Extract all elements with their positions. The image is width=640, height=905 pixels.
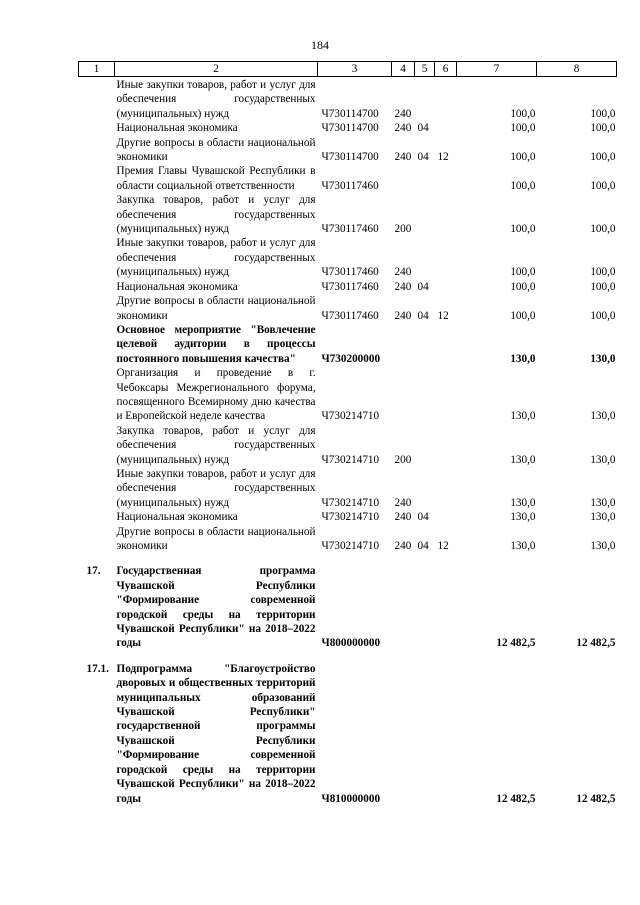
amount-2020: 130,0 [590,496,616,509]
row-name: Национальная экономика [116,511,238,524]
target-code: Ч730214710 [321,511,380,524]
expense-type: 240 [394,107,412,120]
row-number [79,164,115,193]
expense-type [392,553,415,650]
row-name: Иные закупки товаров, работ и услуг для обеспечения государственных (муниципальных) нужд [116,467,316,509]
amount-2019: 130,0 [510,352,536,365]
row-number [79,525,115,554]
subsection-code [435,424,457,467]
amount-2019: 100,0 [510,179,536,192]
amount-2019: 130,0 [510,410,536,423]
section-code [415,164,435,193]
target-code: Ч730117460 [321,280,379,293]
column-header: 1 [79,62,115,77]
subsection-code [435,467,457,510]
column-header: 5 [415,62,435,77]
column-header: 3 [318,62,392,77]
row-number [79,323,115,366]
amount-2019: 130,0 [510,511,536,524]
section-code [415,193,435,236]
row-number: 17. [86,565,101,578]
row-number [79,193,115,236]
amount-2020: 100,0 [590,266,616,279]
row-name: Иные закупки товаров, работ и услуг для обеспечения государственных (муниципальных) нужд [116,237,316,279]
amount-2020: 100,0 [590,179,616,192]
table-body [79,77,617,806]
row-name: Иные закупки товаров, работ и услуг для обеспечения государственных (муниципальных) нужд [116,79,316,120]
subsection-code [435,77,457,122]
amount-2019: 100,0 [510,266,536,279]
table-row [79,121,617,135]
table-header-row [79,62,617,77]
amount-2019: 100,0 [510,223,536,236]
subsection-code [435,510,457,524]
table-row [79,236,617,279]
table-row [79,193,617,236]
row-number [79,236,115,279]
amount-2020: 130,0 [590,410,616,423]
subsection-code: 12 [437,540,449,552]
subsection-code [435,280,457,294]
target-code: Ч730214710 [321,453,380,466]
target-code: Ч730114700 [321,151,379,164]
subsection-code [435,236,457,279]
table-row [79,294,617,323]
expense-type: 200 [394,223,412,236]
row-number [79,294,115,323]
budget-table [78,61,617,806]
target-code: Ч730117460 [321,266,379,279]
row-name: Другие вопросы в области национальной экономики [116,136,316,164]
subsection-code [435,193,457,236]
amount-2020: 130,0 [590,511,616,524]
table-row [79,366,617,424]
subsection-code [435,553,457,650]
row-name: Закупка товаров, работ и услуг для обеспечения государственных (муниципальных) нужд [116,194,316,236]
column-header: 4 [392,62,415,77]
expense-type: 240 [394,280,412,293]
expense-type: 240 [394,151,412,164]
row-number: 17.1. [86,662,109,675]
table-row [79,525,617,554]
amount-2020: 130,0 [590,352,616,365]
amount-2019: 130,0 [510,453,536,466]
section-code [415,236,435,279]
row-number [79,510,115,524]
section-code [415,323,435,366]
amount-2020: 130,0 [590,540,616,552]
table-row [79,510,617,524]
amount-2019: 12 482,5 [496,792,536,805]
row-name: Национальная экономика [116,280,238,293]
amount-2019: 12 482,5 [496,637,536,650]
expense-type [392,651,415,806]
amount-2020: 100,0 [590,309,616,322]
section-code: 04 [417,540,429,552]
row-name: Другие вопросы в области национальной экономики [116,525,316,552]
target-code: Ч730114700 [321,122,379,135]
target-code: Ч730114700 [321,107,379,120]
column-header: 8 [537,62,617,77]
target-code: Ч730214710 [321,496,380,509]
amount-2019: 130,0 [510,496,536,509]
section-code: 04 [417,309,429,322]
amount-2019: 100,0 [510,122,536,135]
target-code: Ч800000000 [321,637,381,650]
row-name: Подпрограмма "Благоустройство дворовых и общественных территорий муниципальных образований Чувашской Республики" государственной программы Чувашской Республики "Формирование современной городской среды на территории Чувашской Республики" на 2018–2022 годы [116,662,316,805]
row-name: Национальная экономика [116,122,238,135]
subsection-code: 12 [437,151,449,164]
section-code [415,553,435,650]
expense-type: 240 [394,540,412,552]
row-name: Премия Главы Чувашской Республики в области социальной ответственности [116,165,316,192]
subsection-code [435,121,457,135]
table-row [79,323,617,366]
table-row [79,553,617,650]
subsection-code [435,323,457,366]
amount-2020: 100,0 [590,107,616,120]
table-row [79,136,617,165]
amount-2019: 100,0 [510,309,536,322]
amount-2019: 100,0 [510,151,536,164]
amount-2019: 100,0 [510,280,536,293]
expense-type: 240 [394,122,412,135]
table-row [79,280,617,294]
table-row [79,467,617,510]
target-code: Ч730214710 [321,410,380,423]
amount-2020: 100,0 [590,151,616,164]
section-code: 04 [417,280,429,293]
column-header: 6 [435,62,457,77]
expense-type: 240 [394,496,412,509]
expense-type: 240 [394,309,412,322]
row-number [79,467,115,510]
section-code: 04 [417,151,429,164]
amount-2019: 130,0 [510,540,536,552]
target-code: Ч730200000 [321,352,381,365]
target-code: Ч730117460 [321,223,379,236]
expense-type [392,164,415,193]
row-name: Организация и проведение в г. Чебоксары Межрегионального форума, посвященного Всемирному дню качества и Европейской неделе качества [116,367,316,423]
section-code: 04 [417,122,429,135]
table-row [79,651,617,806]
page-number: 184 [311,38,329,52]
section-code [415,467,435,510]
row-name: Основное мероприятие "Вовлечение целевой аудитории в процессы постоянного повышения качества" [116,323,316,365]
row-number [79,366,115,424]
row-number [79,121,115,135]
amount-2020: 100,0 [590,122,616,135]
expense-type [392,366,415,424]
target-code: Ч730117460 [321,309,379,322]
section-code [415,424,435,467]
row-name: Государственная программа Чувашской Республики "Формирование современной городской среды на территории Чувашской Республики" на 2018–2022 годы [116,565,316,650]
table-row [79,77,617,122]
amount-2020: 100,0 [590,280,616,293]
expense-type [392,323,415,366]
row-name: Закупка товаров, работ и услуг для обеспечения государственных (муниципальных) нужд [116,424,316,466]
target-code: Ч730214710 [321,540,380,552]
section-code [415,651,435,806]
expense-type: 200 [394,453,412,466]
row-number [79,424,115,467]
amount-2020: 12 482,5 [576,637,616,650]
target-code: Ч810000000 [321,792,381,805]
column-header: 7 [457,62,537,77]
section-code [415,366,435,424]
column-header: 2 [115,62,318,77]
row-number [79,77,115,122]
subsection-code [435,366,457,424]
expense-type: 240 [394,511,412,524]
subsection-code [435,651,457,806]
amount-2020: 12 482,5 [576,792,616,805]
table-row [79,164,617,193]
row-number [79,136,115,165]
section-code [415,77,435,122]
subsection-code: 12 [437,309,449,322]
row-name: Другие вопросы в области национальной экономики [116,295,316,322]
table-row [79,424,617,467]
amount-2019: 100,0 [510,107,536,120]
subsection-code [435,164,457,193]
amount-2020: 130,0 [590,453,616,466]
row-number [79,280,115,294]
expense-type: 240 [394,266,412,279]
target-code: Ч730117460 [321,179,379,192]
section-code: 04 [417,511,429,524]
amount-2020: 100,0 [590,223,616,236]
